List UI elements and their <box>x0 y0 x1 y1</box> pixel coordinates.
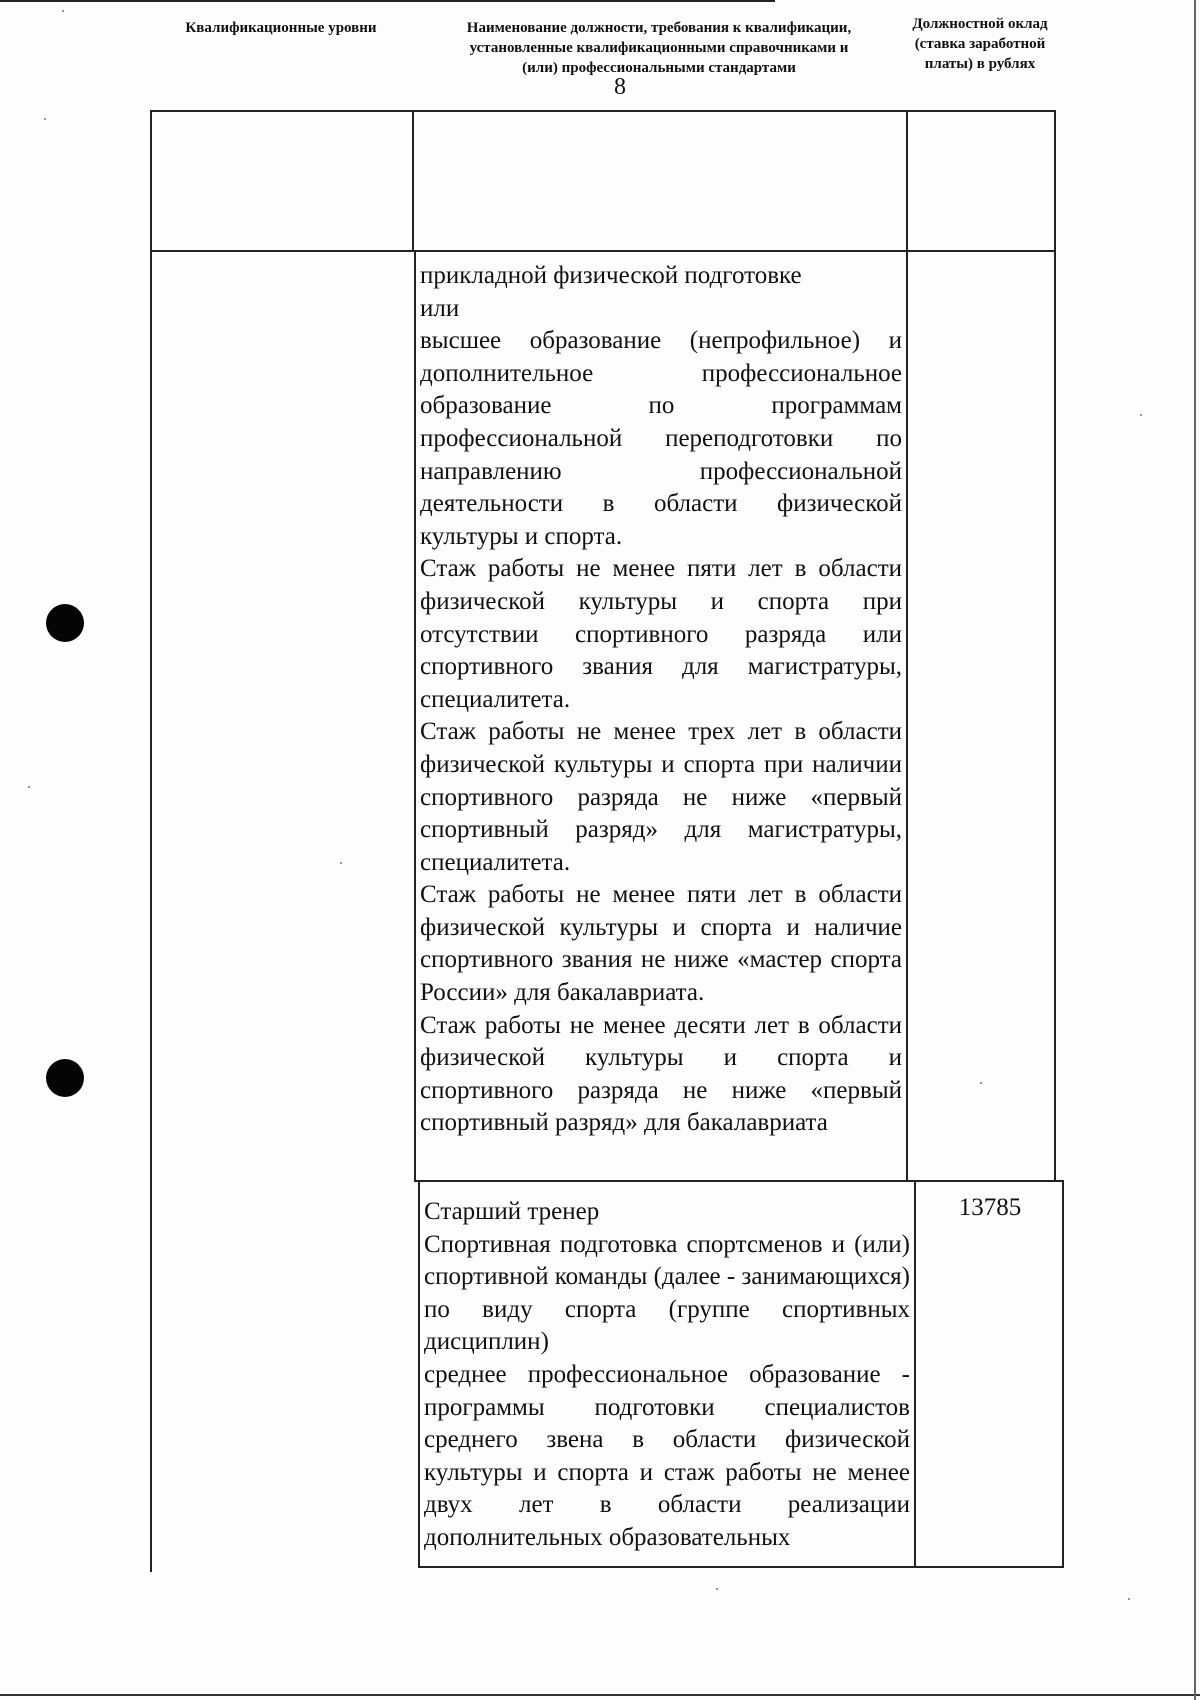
column-divider <box>906 250 908 1180</box>
punch-hole <box>46 604 84 642</box>
scan-speck <box>340 862 342 864</box>
table-border-right <box>1054 110 1056 252</box>
scan-speck <box>716 1588 718 1590</box>
header-qualification-levels: Квалификационные уровни <box>185 20 377 36</box>
scan-speck <box>44 118 46 120</box>
paragraph: Стаж работы не менее трех лет в области физической культуры и спорта при наличии спортивного разряда не ниже «первый спортивный разряд» для магистратуры, специалитета. <box>420 718 902 876</box>
page-number: 8 <box>614 74 626 100</box>
scan-speck <box>1128 1598 1130 1600</box>
punch-hole <box>46 1059 84 1097</box>
scan-speck <box>62 10 64 12</box>
paragraph: высшее образование (непрофильное) и дополнительное профессиональное образование по программам профессиональной переподготовки по направлению профессиональной деятельности в области физической культуры и спорта. <box>420 327 902 550</box>
table-border-bottom <box>418 1566 1064 1568</box>
header-position-requirements: Наименование должности, требования к квалификации, установленные квалификационными справочниками и (или) профессиональными стандартами <box>466 20 852 76</box>
header-bottom-border <box>150 250 1054 252</box>
scan-speck <box>1140 414 1142 416</box>
position-title: Старший тренер <box>424 1198 600 1225</box>
paragraph: Спортивная подготовка спортсменов и (или) спортивной команды (далее - занимающихся) по виду спорта (группе спортивных дисциплин) <box>424 1230 910 1356</box>
row-1-requirements <box>420 260 902 1140</box>
header-salary: Должностной оклад (ставка заработной платы) в рублях <box>912 16 1048 72</box>
scan-edge-top <box>0 0 775 2</box>
scan-speck <box>980 1082 982 1084</box>
paragraph: среднее профессиональное образование - программы подготовки специалистов среднего звена в области физической культуры и спорта и стаж работы не менее двух лет в области реализации дополнительных образовательных <box>424 1360 910 1551</box>
table-border-left <box>150 110 152 1572</box>
scan-edge-right <box>1194 0 1196 1700</box>
paragraph: Стаж работы не менее десяти лет в области физической культуры и спорта и спортивного разряда не ниже «первый спортивный разряд» для бакалавриата <box>420 1011 902 1137</box>
scan-speck <box>28 786 30 788</box>
row-2-requirements <box>424 1196 910 1555</box>
paragraph: Стаж работы не менее пяти лет в области физической культуры и спорта при отсутствии спортивного разряда или спортивного звания для магистратуры, специалитета. <box>420 555 902 713</box>
column-divider <box>914 1180 916 1568</box>
paragraph: или <box>420 294 460 322</box>
row-divider <box>414 1180 1062 1182</box>
table-border-right <box>1062 1180 1064 1568</box>
scan-edge-bottom <box>0 1694 1200 1696</box>
paragraph: Стаж работы не менее пяти лет в области физической культуры и спорта и наличие спортивного звания не ниже «мастер спорта России» для бакалавриата. <box>420 881 902 1007</box>
table-border-right <box>1054 250 1056 1180</box>
column-divider <box>414 250 416 1180</box>
paragraph: прикладной физической подготовке <box>420 262 802 289</box>
column-divider <box>418 1180 420 1568</box>
salary-value: 13785 <box>958 1194 1022 1221</box>
